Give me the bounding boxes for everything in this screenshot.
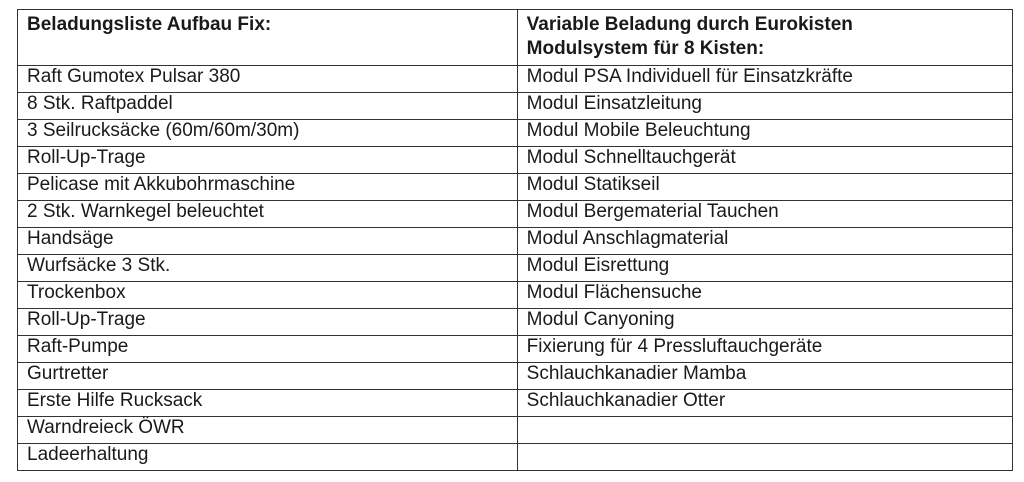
- fixed-load-title: Beladungsliste Aufbau Fix:: [27, 14, 272, 35]
- table-row: [18, 444, 1013, 471]
- variable-item-cell: Modul Einsatzleitung: [517, 93, 1012, 120]
- table-row: [18, 363, 1013, 390]
- fixed-item-cell: Raft-Pumpe: [18, 336, 518, 363]
- table-row: [18, 228, 1013, 255]
- variable-item-cell: Schlauchkanadier Mamba: [517, 363, 1012, 390]
- fixed-item-cell: Warndreieck ÖWR: [18, 417, 518, 444]
- fixed-item-cell: Wurfsäcke 3 Stk.: [18, 255, 518, 282]
- fixed-item-cell: Erste Hilfe Rucksack: [18, 390, 518, 417]
- table-header-row: [18, 10, 1013, 66]
- variable-item-cell: Modul Flächensuche: [517, 282, 1012, 309]
- variable-item-cell: [517, 444, 1012, 471]
- variable-item-cell: Modul Canyoning: [517, 309, 1012, 336]
- fixed-item-cell: 8 Stk. Raftpaddel: [18, 93, 518, 120]
- variable-item-cell: [517, 417, 1012, 444]
- variable-item-cell: Modul Schnelltauchgerät: [517, 147, 1012, 174]
- variable-item-cell: Modul Mobile Beleuchtung: [517, 120, 1012, 147]
- table-row: [18, 390, 1013, 417]
- fixed-item-cell: Trockenbox: [18, 282, 518, 309]
- table-row: [18, 66, 1013, 93]
- variable-item-cell: Schlauchkanadier Otter: [517, 390, 1012, 417]
- variable-load-title-line2: Modulsystem für 8 Kisten:: [526, 38, 765, 59]
- loading-list-table: [17, 9, 1013, 471]
- fixed-item-cell: Roll-Up-Trage: [18, 309, 518, 336]
- table-row: [18, 255, 1013, 282]
- variable-item-cell: Modul Statikseil: [517, 174, 1012, 201]
- fixed-item-cell: Handsäge: [18, 228, 518, 255]
- fixed-item-cell: Gurtretter: [18, 363, 518, 390]
- table-row: [18, 282, 1013, 309]
- fixed-item-cell: 3 Seilrucksäcke (60m/60m/30m): [18, 120, 518, 147]
- variable-item-cell: Fixierung für 4 Pressluftauchgeräte: [517, 336, 1012, 363]
- variable-item-cell: Modul Anschlagmaterial: [517, 228, 1012, 255]
- table-row: [18, 417, 1013, 444]
- fixed-load-header: [18, 10, 518, 66]
- fixed-item-cell: 2 Stk. Warnkegel beleuchtet: [18, 201, 518, 228]
- variable-load-title-line1: Variable Beladung durch Eurokisten: [526, 14, 853, 35]
- table-row: [18, 336, 1013, 363]
- table-row: [18, 93, 1013, 120]
- fixed-item-cell: Raft Gumotex Pulsar 380: [18, 66, 518, 93]
- variable-item-cell: Modul PSA Individuell für Einsatzkräfte: [517, 66, 1012, 93]
- variable-item-cell: Modul Eisrettung: [517, 255, 1012, 282]
- fixed-item-cell: Roll-Up-Trage: [18, 147, 518, 174]
- fixed-item-cell: Ladeerhaltung: [18, 444, 518, 471]
- table-row: [18, 309, 1013, 336]
- variable-item-cell: Modul Bergematerial Tauchen: [517, 201, 1012, 228]
- table-row: [18, 174, 1013, 201]
- variable-load-header: [517, 10, 1012, 66]
- fixed-item-cell: Pelicase mit Akkubohrmaschine: [18, 174, 518, 201]
- table-row: [18, 120, 1013, 147]
- table-row: [18, 147, 1013, 174]
- table-row: [18, 201, 1013, 228]
